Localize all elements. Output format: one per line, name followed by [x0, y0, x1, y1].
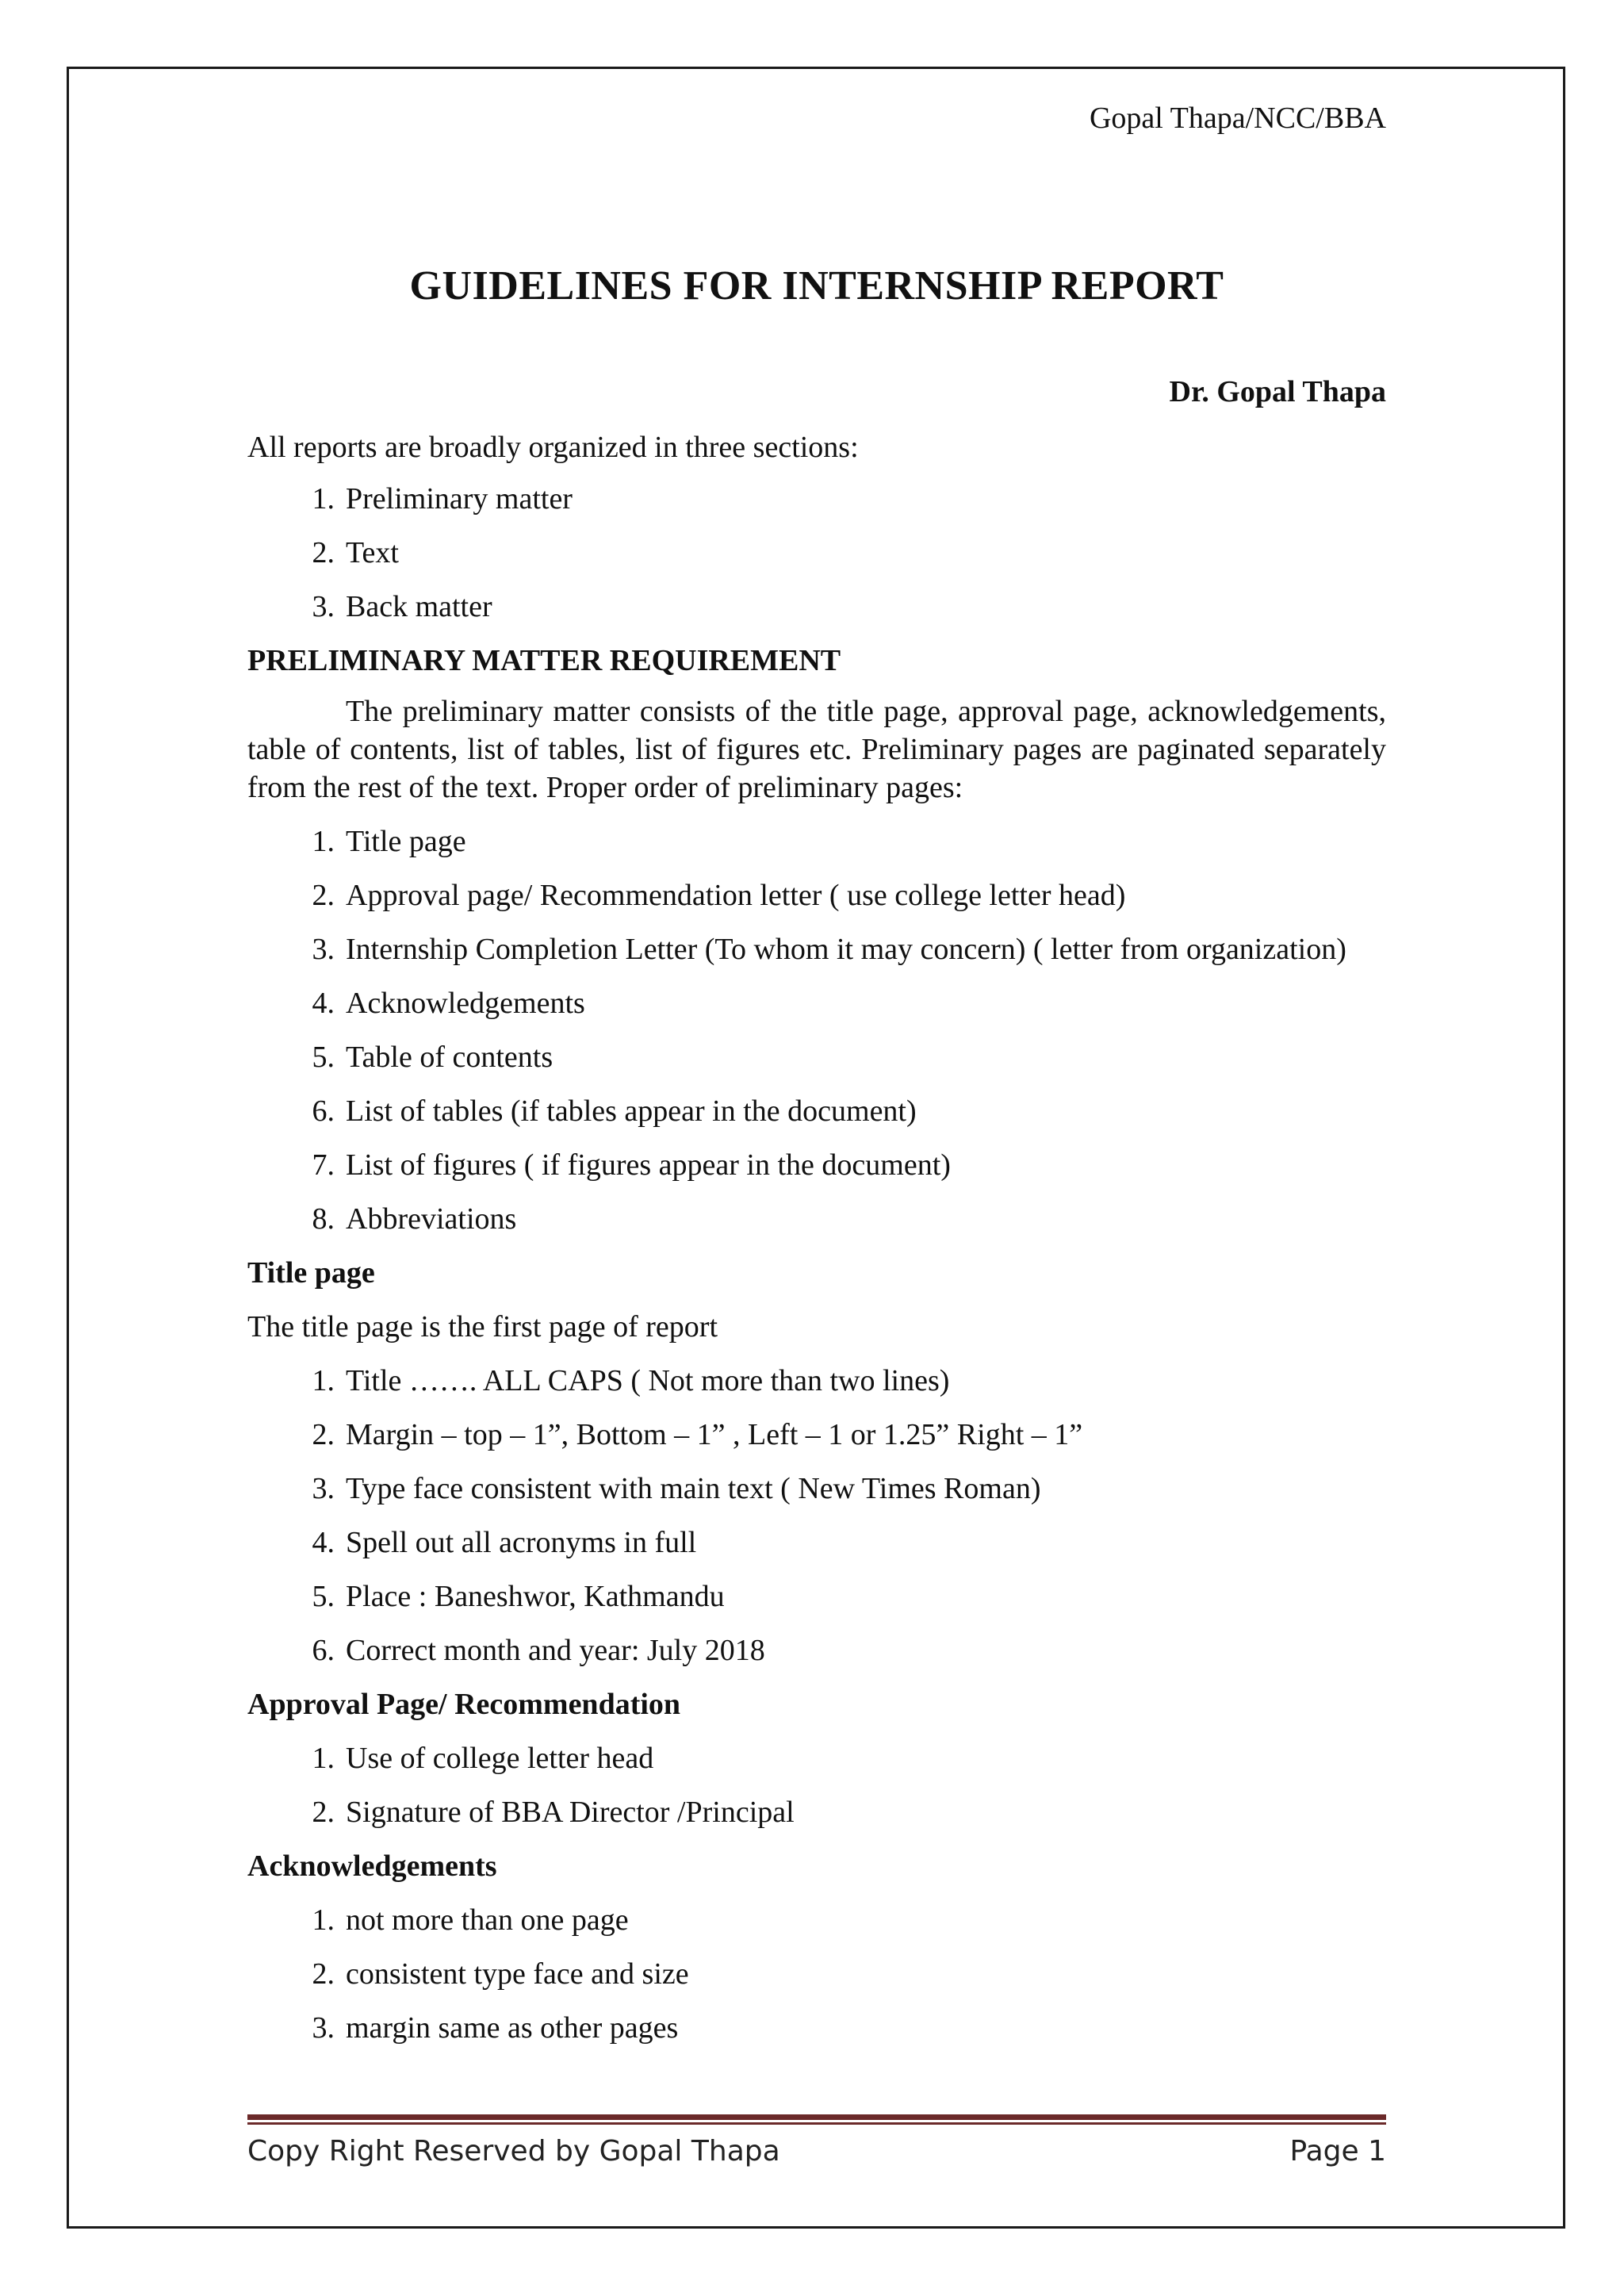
- list-item: 5. Table of contents: [312, 1041, 553, 1074]
- list-item: 4. Acknowledgements: [312, 987, 585, 1020]
- list-item: 2. consistent type face and size: [312, 1957, 689, 1991]
- list-item: 2. Text: [312, 536, 399, 569]
- list-item: 8. Abbreviations: [312, 1202, 517, 1236]
- list-item: 1. Title page: [312, 825, 466, 858]
- running-header: Gopal Thapa/NCC/BBA: [1089, 102, 1386, 135]
- author-name: Dr. Gopal Thapa: [1169, 375, 1386, 408]
- list-item: 1. not more than one page: [312, 1903, 629, 1937]
- list-item: 1. Title ……. ALL CAPS ( Not more than two lines): [312, 1364, 950, 1397]
- acknowledgements-list: [247, 1901, 1386, 2047]
- approval-heading: Approval Page/ Recommendation: [247, 1688, 681, 1721]
- list-item: 3. Internship Completion Letter (To whom it may concern) ( letter from organization): [312, 933, 1346, 966]
- document-title: GUIDELINES FOR INTERNSHIP REPORT: [409, 263, 1224, 309]
- title-page-heading: Title page: [247, 1256, 375, 1290]
- footer-rule: [247, 2114, 1386, 2125]
- list-item: 3. Back matter: [312, 590, 492, 623]
- preliminary-list: [247, 822, 1386, 1238]
- approval-list: [247, 1739, 1386, 1831]
- title-page-list: [247, 1362, 1386, 1669]
- list-item: 7. List of figures ( if figures appear in the document): [312, 1148, 951, 1182]
- list-item: 5. Place : Baneshwor, Kathmandu: [312, 1580, 725, 1613]
- list-item: 3. Type face consistent with main text ( New Times Roman): [312, 1472, 1041, 1505]
- list-item: 1. Preliminary matter: [312, 482, 573, 516]
- list-item: 1. Use of college letter head: [312, 1742, 654, 1775]
- list-item: 6. Correct month and year: July 2018: [312, 1634, 765, 1667]
- title-page-intro: The title page is the first page of report: [247, 1310, 718, 1343]
- list-item: 4. Spell out all acronyms in full: [312, 1526, 697, 1559]
- list-item: 2. Margin – top – 1”, Bottom – 1” , Left – 1 or 1.25” Right – 1”: [312, 1418, 1083, 1451]
- list-item: 2. Approval page/ Recommendation letter ( use college letter head): [312, 879, 1126, 912]
- sections-list: [247, 480, 1386, 626]
- footer-page-number: Page 1: [1289, 2135, 1386, 2168]
- acknowledgements-heading: Acknowledgements: [247, 1849, 497, 1883]
- footer-copyright: Copy Right Reserved by Gopal Thapa: [247, 2135, 780, 2168]
- preliminary-paragraph: The preliminary matter consists of the title page, approval page, acknowledgements, table of contents, list of tables, list of figures etc. Preliminary pages are paginated separately from the rest of the text. Proper order of preliminary pages:: [247, 695, 1386, 804]
- intro-text: All reports are broadly organized in three sections:: [247, 431, 859, 464]
- page-footer: [247, 2132, 1386, 2171]
- list-item: 2. Signature of BBA Director /Principal: [312, 1796, 795, 1829]
- list-item: 3. margin same as other pages: [312, 2011, 679, 2045]
- list-item: 6. List of tables (if tables appear in the document): [312, 1094, 917, 1128]
- document-body: [247, 95, 1386, 2047]
- preliminary-heading: PRELIMINARY MATTER REQUIREMENT: [247, 644, 841, 677]
